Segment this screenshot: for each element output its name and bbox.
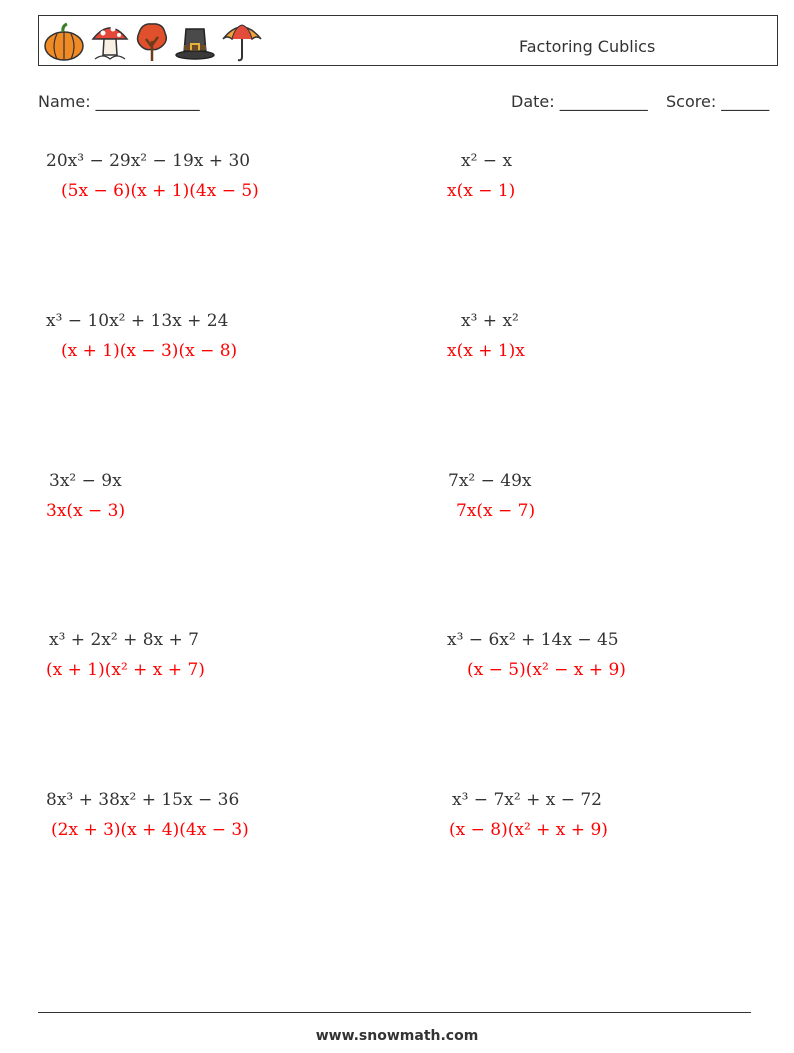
problem-question: x³ + 2x² + 8x + 7 (49, 630, 199, 650)
problem-answer: (x − 5)(x² − x + 9) (467, 660, 626, 680)
umbrella-icon (221, 21, 263, 63)
problem-answer: x(x + 1)x (447, 341, 525, 361)
problem-answer: (x − 8)(x² + x + 9) (449, 820, 608, 840)
problem-question: 8x³ + 38x² + 15x − 36 (46, 790, 240, 810)
problem-answer: (x + 1)(x − 3)(x − 8) (61, 341, 238, 361)
problem-answer: (2x + 3)(x + 4)(4x − 3) (51, 820, 249, 840)
problem-question: x³ − 6x² + 14x − 45 (447, 630, 619, 650)
mushroom-icon (91, 21, 129, 63)
score-field-label: Score: ______ (666, 92, 770, 111)
worksheet-header (38, 15, 778, 66)
worksheet-title: Factoring Cublics (519, 37, 656, 56)
footer-divider (38, 1012, 751, 1013)
footer-url: www.snowmath.com (315, 1028, 479, 1044)
date-field-label: Date: ___________ (511, 92, 648, 111)
problem-answer: x(x − 1) (447, 181, 516, 201)
problem-answer: (5x − 6)(x + 1)(4x − 5) (61, 181, 259, 201)
name-field-label: Name: _____________ (38, 92, 200, 111)
problem-question: x³ − 7x² + x − 72 (452, 790, 602, 810)
problem-question: x² − x (461, 151, 513, 171)
problem-question: 7x² − 49x (448, 471, 532, 491)
problem-question: x³ − 10x² + 13x + 24 (46, 311, 229, 331)
header-icons (43, 20, 263, 64)
pilgrim-hat-icon (175, 21, 215, 63)
problem-question: x³ + x² (461, 311, 519, 331)
problem-answer: 3x(x − 3) (46, 501, 126, 521)
problem-answer: (x + 1)(x² + x + 7) (46, 660, 205, 680)
problem-question: 20x³ − 29x² − 19x + 30 (46, 151, 251, 171)
autumn-tree-icon (135, 21, 169, 63)
problem-question: 3x² − 9x (49, 471, 122, 491)
pumpkin-icon (43, 21, 85, 63)
problem-answer: 7x(x − 7) (456, 501, 536, 521)
